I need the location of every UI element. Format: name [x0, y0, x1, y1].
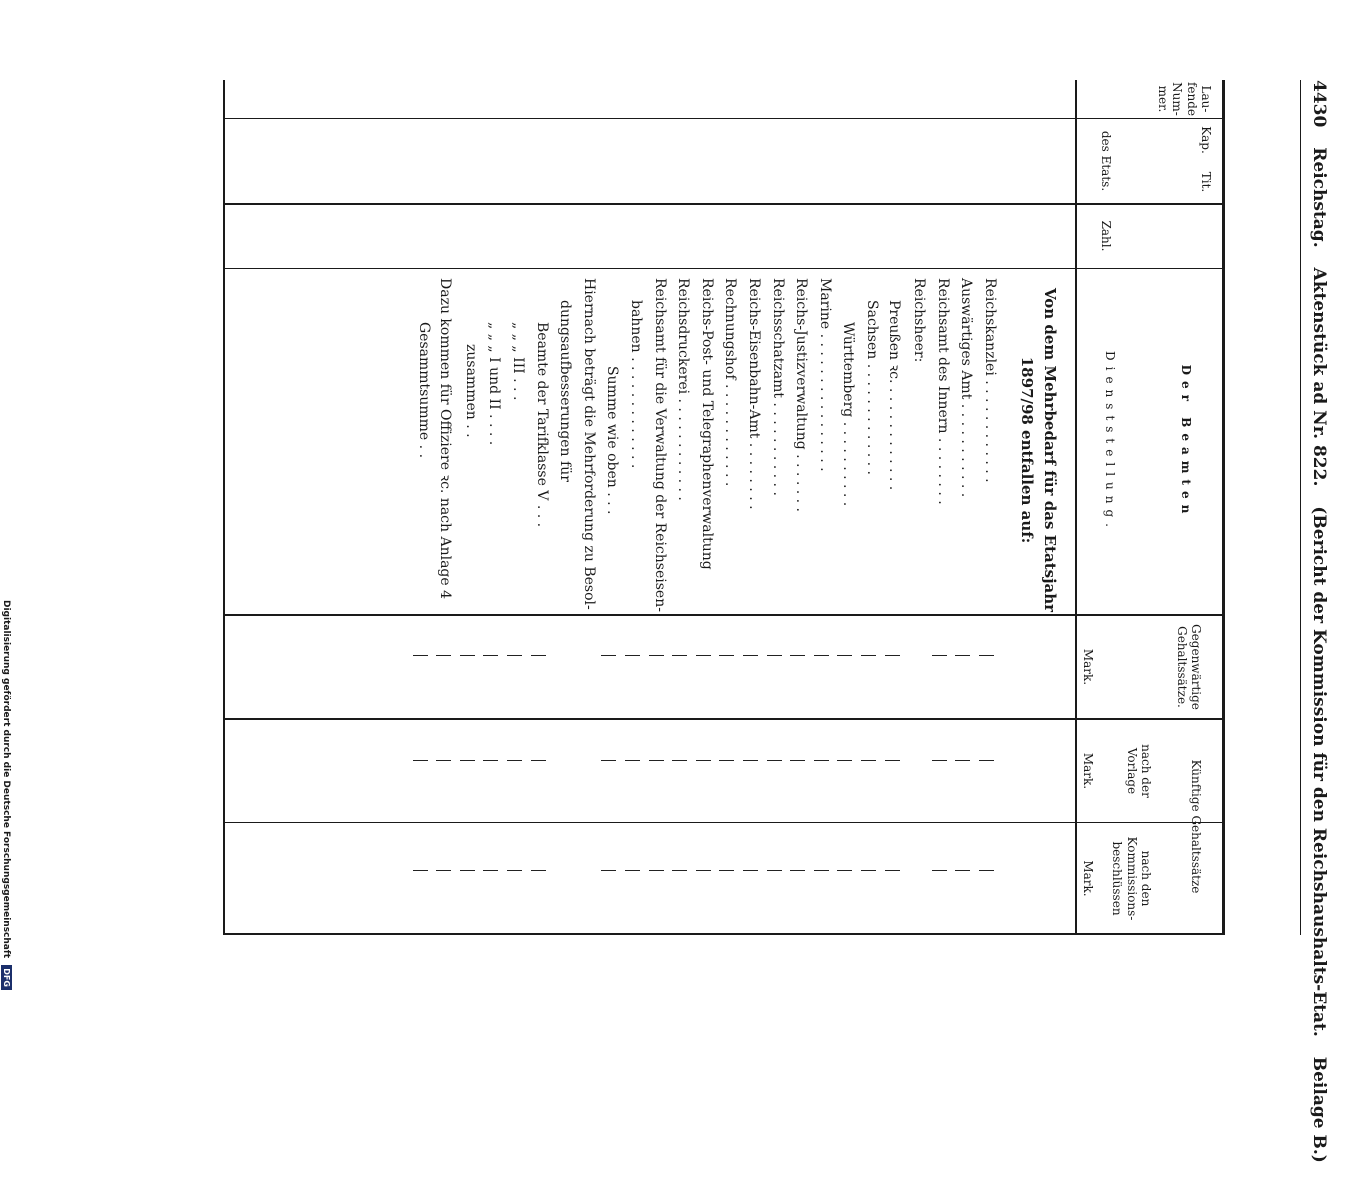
row-label: Reichs-Eisenbahn-Amt . . . . . . . .: [746, 278, 762, 510]
amount-dash: [955, 655, 970, 656]
amount-dash: [625, 655, 640, 656]
amount-dash: [531, 655, 546, 656]
amount-dash: [790, 870, 805, 871]
table-row: [527, 270, 550, 880]
col-dienststellung: Dienststellung.: [1103, 351, 1117, 533]
table-row: [503, 270, 526, 880]
amount-dash: [649, 655, 664, 656]
amount-dash: [885, 655, 900, 656]
amount-dash: [531, 870, 546, 871]
digitization-text: Digitalisierung gefördert durch die Deutsche Forschungsgemeinschaft: [1, 600, 11, 959]
table-row: [833, 270, 856, 880]
amount-dash: [719, 760, 734, 761]
amount-dash: [719, 870, 734, 871]
table-row: [975, 270, 998, 880]
table-head-rule: [1075, 80, 1077, 935]
digitization-note: [1, 600, 12, 990]
amount-dash: [601, 870, 616, 871]
amount-dash: [436, 655, 451, 656]
row-label: Marine . . . . . . . . . . . . . . . .: [816, 278, 833, 472]
amount-dash: [814, 655, 829, 656]
table-row: [904, 270, 927, 880]
amount-dash: [955, 760, 970, 761]
amount-dash: [885, 760, 900, 761]
annex-label: Beilage B.): [1309, 1056, 1329, 1163]
amount-dash: [531, 760, 546, 761]
intro-line-2: 1897/98 entfallen auf:: [1018, 356, 1037, 544]
table-top-rule: [1222, 80, 1225, 935]
amount-dash: [507, 655, 522, 656]
amount-dash: [767, 655, 782, 656]
amount-dash: [460, 870, 475, 871]
amount-dash: [601, 655, 616, 656]
page-header: [1309, 80, 1329, 1163]
amount-dash: [743, 870, 758, 871]
amount-dash: [861, 655, 876, 656]
table-row: [763, 270, 786, 880]
row-label: Reichsdruckerei . . . . . . . . . . . .: [675, 278, 692, 501]
amount-dash: [672, 760, 687, 761]
amount-dash: [413, 870, 428, 871]
row-label: Dazu kommen für Offiziere ꝛc. nach Anlage 4: [437, 278, 454, 600]
doc-reference: Aktenstück ad Nr. 822.: [1309, 267, 1329, 487]
row-label: Rechnungshof . . . . . . . . . . . .: [722, 278, 739, 487]
table-row: [645, 270, 668, 880]
table-row: [857, 270, 880, 880]
amount-dash: [436, 760, 451, 761]
amount-dash: [625, 870, 640, 871]
amount-dash: [696, 760, 711, 761]
col-rule-7: [225, 933, 1225, 935]
amount-dash: [790, 655, 805, 656]
amount-dash: [460, 760, 475, 761]
row-label: Auswärtiges Amt . . . . . . . . . . .: [958, 278, 975, 498]
unit-mark-2: Mark.: [1081, 752, 1095, 790]
amount-dash: [483, 870, 498, 871]
row-label: Reichsamt für die Verwaltung der Reichseisen-: [651, 278, 668, 612]
table-row: [739, 270, 762, 880]
table-row: [574, 270, 597, 880]
table-row: [881, 270, 904, 880]
table-row: [692, 270, 715, 880]
row-label: Reichsheer:: [911, 278, 928, 363]
col-tit: Tit.: [1199, 171, 1213, 193]
col-rule-1: [225, 118, 1225, 119]
amount-dash: [413, 760, 428, 761]
amount-dash: [861, 870, 876, 871]
amount-dash: [436, 870, 451, 871]
amount-dash: [743, 760, 758, 761]
amount-dash: [932, 655, 947, 656]
page-number: 4430: [1309, 80, 1329, 128]
unit-mark-1: Mark.: [1081, 648, 1095, 686]
amount-dash: [861, 760, 876, 761]
col-der-beamten: Der Beamten: [1179, 364, 1193, 520]
table-bottom-rule: [223, 80, 225, 935]
amount-dash: [837, 870, 852, 871]
amount-dash: [932, 870, 947, 871]
col-gegenwaertige: Gegenwärtige Gehaltssätze.: [1174, 624, 1203, 710]
amount-dash: [483, 655, 498, 656]
amount-dash: [483, 760, 498, 761]
amount-dash: [837, 760, 852, 761]
amount-dash: [696, 655, 711, 656]
col-rule-2: [225, 203, 1225, 205]
col-des-etats: des Etats.: [1099, 130, 1113, 192]
amount-dash: [814, 760, 829, 761]
table-row: [479, 270, 502, 880]
report-title: (Bericht der Kommission für den Reichshaushalts-Etat.: [1309, 506, 1329, 1037]
amount-dash: [767, 760, 782, 761]
row-label: zusammen . .: [462, 344, 479, 438]
amount-dash: [413, 655, 428, 656]
row-label: Reichs-Justizverwaltung . . . . . . .: [793, 278, 810, 512]
row-label: Württemberg . . . . . . . . . .: [840, 322, 857, 507]
col-rule-3: [225, 268, 1225, 269]
row-label: Beamte der Tarifklasse V . . .: [533, 322, 550, 528]
amount-dash: [625, 760, 640, 761]
amount-dash: [672, 655, 687, 656]
col-kuenftige: Künftige Gehaltssätze: [1189, 759, 1203, 894]
table-row: [668, 270, 691, 880]
row-label: Gesammtsumme . .: [415, 322, 432, 459]
col-kap: Kap.: [1199, 126, 1213, 154]
table-row: [786, 270, 809, 880]
table-row: [432, 270, 455, 880]
row-label: Reichsamt des Innern . . . . . . . .: [934, 278, 951, 505]
table-row: [621, 270, 644, 880]
row-label: Reichsschatzamt . . . . . . . . . . .: [769, 278, 786, 496]
row-label: Reichskanzlei . . . . . . . . . . . .: [982, 278, 998, 483]
amount-dash: [837, 655, 852, 656]
amount-dash: [979, 655, 994, 656]
row-label: Sachsen . . . . . . . . . . . . .: [864, 300, 880, 475]
amount-dash: [649, 760, 664, 761]
row-label: bahnen . . . . . . . . . . . . .: [628, 300, 644, 469]
source: Reichstag.: [1309, 147, 1329, 248]
row-label: Preußen ꝛc. . . . . . . . . . . . .: [885, 300, 902, 491]
amount-dash: [507, 870, 522, 871]
amount-dash: [672, 870, 687, 871]
row-label: „ „ „ III . . .: [510, 322, 526, 401]
amount-dash: [719, 655, 734, 656]
amount-dash: [932, 760, 947, 761]
dfg-logo: DFG: [1, 965, 12, 990]
table-row: [456, 270, 479, 880]
row-label: dungsaufbesserungen für: [557, 300, 574, 482]
table-row: [810, 270, 833, 880]
amount-dash: [649, 870, 664, 871]
amount-dash: [696, 870, 711, 871]
amount-dash: [507, 760, 522, 761]
amount-dash: [814, 870, 829, 871]
col-laufende-nummer: Lau- fende Num- mer.: [1155, 81, 1213, 117]
amount-dash: [979, 760, 994, 761]
intro-heading: [1016, 285, 1061, 615]
amount-dash: [885, 870, 900, 871]
amount-dash: [790, 760, 805, 761]
amount-dash: [767, 870, 782, 871]
table-row: [409, 270, 432, 880]
row-label: Hiernach beträgt die Mehrforderung zu Besol-: [580, 278, 597, 610]
amount-dash: [979, 870, 994, 871]
row-label: Summe wie oben . . .: [604, 366, 621, 515]
header-underline: [1300, 80, 1301, 935]
intro-line-1: Von dem Mehrbedarf für das Etatsjahr: [1041, 287, 1059, 613]
table-row: [951, 270, 974, 880]
amount-dash: [955, 870, 970, 871]
amount-dash: [601, 760, 616, 761]
col-zahl: Zahl.: [1099, 220, 1113, 252]
row-label: „ „ „ I und II . . . .: [486, 322, 503, 446]
table-row: [715, 270, 738, 880]
amount-dash: [743, 655, 758, 656]
col-nach-kommission: nach den Kommissions- beschlüssen: [1110, 836, 1153, 921]
table-row: [597, 270, 620, 880]
unit-mark-3: Mark.: [1081, 860, 1095, 897]
amount-dash: [460, 655, 475, 656]
col-nach-vorlage: nach der Vorlage: [1124, 744, 1153, 798]
row-label: Reichs-Post- und Telegraphenverwaltung: [698, 278, 715, 570]
table-row: [550, 270, 573, 880]
table-row: [928, 270, 951, 880]
